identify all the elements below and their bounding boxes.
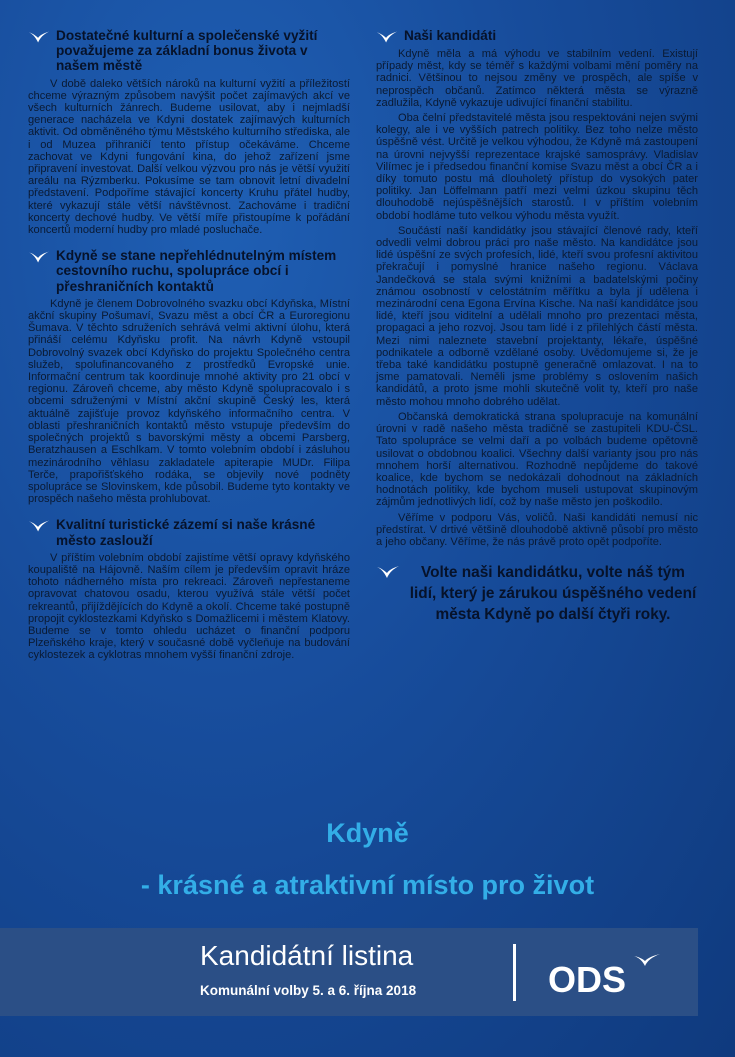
ods-swoosh-icon xyxy=(28,519,50,533)
ods-swoosh-icon xyxy=(28,30,50,44)
ods-logo xyxy=(548,950,668,1000)
vote-call xyxy=(376,562,698,625)
section-heading: Kdyně se stane nepřehlédnutelným místem cestovního ruchu, spolupráce obcí i přeshraničních kontaktů xyxy=(56,248,337,294)
section-paragraph: Kdyně měla a má výhodu ve stabilním vedení. Existují případy měst, kdy se téměř s každými volbami mění poměry na radnici. Většinou to nejsou změny ve prospěch, ale spíše v neprospěch občanů. Zatímco některá města se výrazně zadlužila, Kdyně vykazuje udivující finanční stabilitu. xyxy=(376,48,698,109)
section-paragraph: Oba čelní představitelé města jsou respektováni nejen svými kolegy, ale i ve vyšších patrech politiky. Bez toho nelze město úspěšně vést. Určitě je velkou výhodou, že Kdyně má zastoupení na úrovni nejvyšší reprezentace krajské samosprávy. Vladislav Vilímec je i předsedou finanční komise Svazu měst a obcí ČR a i díky tomuto postu má dlouholetý přístup do vysokých pater politiky. Jan Löffelmann patří mezi velmi úzkou skupinu těch dlouhodobě nejúspěšnějších starostů. I v příštím volebním období hodláme tuto velkou výhodu města využít. xyxy=(376,112,698,222)
banner-divider xyxy=(513,944,516,1001)
ods-swoosh-icon xyxy=(376,564,400,580)
section-candidates xyxy=(376,28,698,548)
left-column xyxy=(28,28,350,674)
right-column xyxy=(376,28,698,625)
town-subtitle: - krásné a atraktivní místo pro život xyxy=(140,870,595,900)
section-paragraph: Kdyně je členem Dobrovolného svazku obcí Kdyňska, Místní akční skupiny Pošumaví, Svazu měst a obcí ČR a Euroregionu Šumava. V těchto sdruženích sehrává velmi aktivní úlohu, která přináší celému Kdyňsku profit. Na návrh Kdyně vstoupil Dobrovolný svazek obcí Kdyňsko do projektu Společného centra služeb, spolufinancovaného z prostředků Evropské unie. Informační centrum tak koordinuje mnohé aktivity pro 21 obcí v regionu. Zároveň chceme, aby město Kdyně spolupracovalo i s obcemi sdruženými v Místní akční skupině Český les, která aktuálně zajišťuje provoz kdyňského informačního centra. V oblasti přeshraničních kontaktů město vstupuje především do společných projektů s bavorskými městy a obcemi Parsberg, Beratzhausen a Eschlkam. V tomto volebním období i zásluhou mezinárodního věhlasu zakladatele apiterapie MUDr. Filipa Terče, prapořišťského rodáka, se objevily nové podněty spolupráce se Slovinskem, kde působil. Budeme tyto kontakty ve prospěch našeho města prohlubovat. xyxy=(28,297,350,506)
section-heading: Naši kandidáti xyxy=(404,28,497,43)
vote-call-text: Volte naši kandidátku, volte náš tým lidí, který je zárukou úspěšného vedení města Kdyně po další čtyři roky. xyxy=(409,564,697,624)
section-heading: Dostatečné kulturní a společenské vyžití považujeme za základní bonus života v našem městě xyxy=(56,28,318,74)
section-culture xyxy=(28,28,350,236)
section-heading: Kvalitní turistické zázemí si naše krásné město zaslouží xyxy=(56,517,316,548)
town-title: Kdyně xyxy=(326,818,409,848)
banner-subtitle: Komunální volby 5. a 6. října 2018 xyxy=(200,983,417,998)
section-paragraph: Věříme v podporu Vás, voličů. Naši kandidáti nemusí nic předstírat. V drtivé většině dlouhodobě aktivně působí pro město a jeho občany. Věříme, že nás právě proto opět podpoříte. xyxy=(376,511,698,548)
section-paragraph: V době daleko větších nároků na kulturní vyžití a příležitostí chceme výrazným způsobem navýšit počet zajímavých akcí ve všech kulturních žánrech. Budeme usilovat, aby i nejmladší generace nacházela ve Kdyni dostatek zajímavých kulturních aktivit. Od obměněného týmu Městského kulturního střediska, ale i od Muzea přihraničí tento přístup očekáváme. Chceme zachovat ve Kdyni fungování kina, do jehož zařízení jsme připravení investovat. Další velkou výzvou pro nás je větší využití areálu na Rýzmberku. Pokusíme se tam obnovit letní divadelní představení. Podpoříme stávající koncerty Kruhu přátel hudby, které vykazují stále větší návštěvnost. Zachováme i tradiční koncerty dechové hudby. Ve větší míře přistoupíme k pořádání koncertů moderní hudby pro mladé posluchače. xyxy=(28,77,350,237)
section-paragraph: Součástí naší kandidátky jsou stávající členové rady, kteří odvedli velmi dobrou práci pro naše město. Na kandidátce jsou lidé úspěšní ze svých profesích, lidé, kteří svou profesní aktivitou překračují i pomyslné hranice našeho regionu. Václava Jandečková se stala svými knižními a badatelskými počiny známou osobností v celostátním měřítku a byla jí udělena i mezinárodní cena Egona Ervína Kische. Na naší kandidátce jsou lidé, kteří jsou viditelní a udělali mnoho pro prezentaci města, propagaci a jeho rozvoj. Jsou tam lidé i z přilehlých částí města. Mezi nimi naleznete stavební projektanty, lékaře, úspěšné podnikatele a odborně vzdělané osoby. Uvědomujeme si, že je třeba také kandidátku postupně generačně omlazovat. I na to jsme pamatovali. Neměli jsme problémy s oslovením našich kandidátů, a proto jsme mohli skutečně volit ty, kteří pro naše město mohou mnoho dobrého udělat. xyxy=(376,224,698,408)
candidate-list-banner xyxy=(0,928,698,1016)
ods-swoosh-icon xyxy=(28,250,50,264)
section-paragraph: V příštím volebním období zajistíme větší opravy kdyňského koupaliště na Hájovně. Naším cílem je především opravit hráze tohoto nádherného místa pro rekreaci. Zároveň nepřestaneme opravovat chatovou osadu, kterou využívá stále větší počet rekreantů, přijíždějících do Kdyně a okolí. Chceme také postupně propojit cyklostezkami Kdyňsko s Domažlicemi i městem Klatovy. Budeme se v tomto ohledu ucházet o finanční podporu Plzeňského kraje, který v současné době vyčleňuje na budování cyklostezek a cyklotras mnohem vyšší finanční zdroje. xyxy=(28,551,350,662)
section-tourism-cooperation xyxy=(28,248,350,505)
banner-title: Kandidátní listina xyxy=(200,940,414,971)
section-tourist-facilities xyxy=(28,517,350,661)
ods-swoosh-icon xyxy=(376,30,398,44)
ods-logo-swoosh-icon xyxy=(634,954,660,966)
section-paragraph: Občanská demokratická strana spolupracuje na komunální úrovni v radě našeho města tradičně se zastupiteli KDU-ČSL. Tato spolupráce se velmi daří a po volbách budeme opětovně usilovat o obdobnou koalici. Všechny další varianty jsou pro nás mnohem horší alternativou. Rozhodně nepůjdeme do takové koalice, kde bychom se nedokázali dohodnout na základních hodnotách politiky, kde bychom museli ustupovat skupinovým zájmům jednotlivých lidí, což by naše město jen poškodilo. xyxy=(376,410,698,509)
ods-logo-text: ODS xyxy=(548,959,627,1000)
